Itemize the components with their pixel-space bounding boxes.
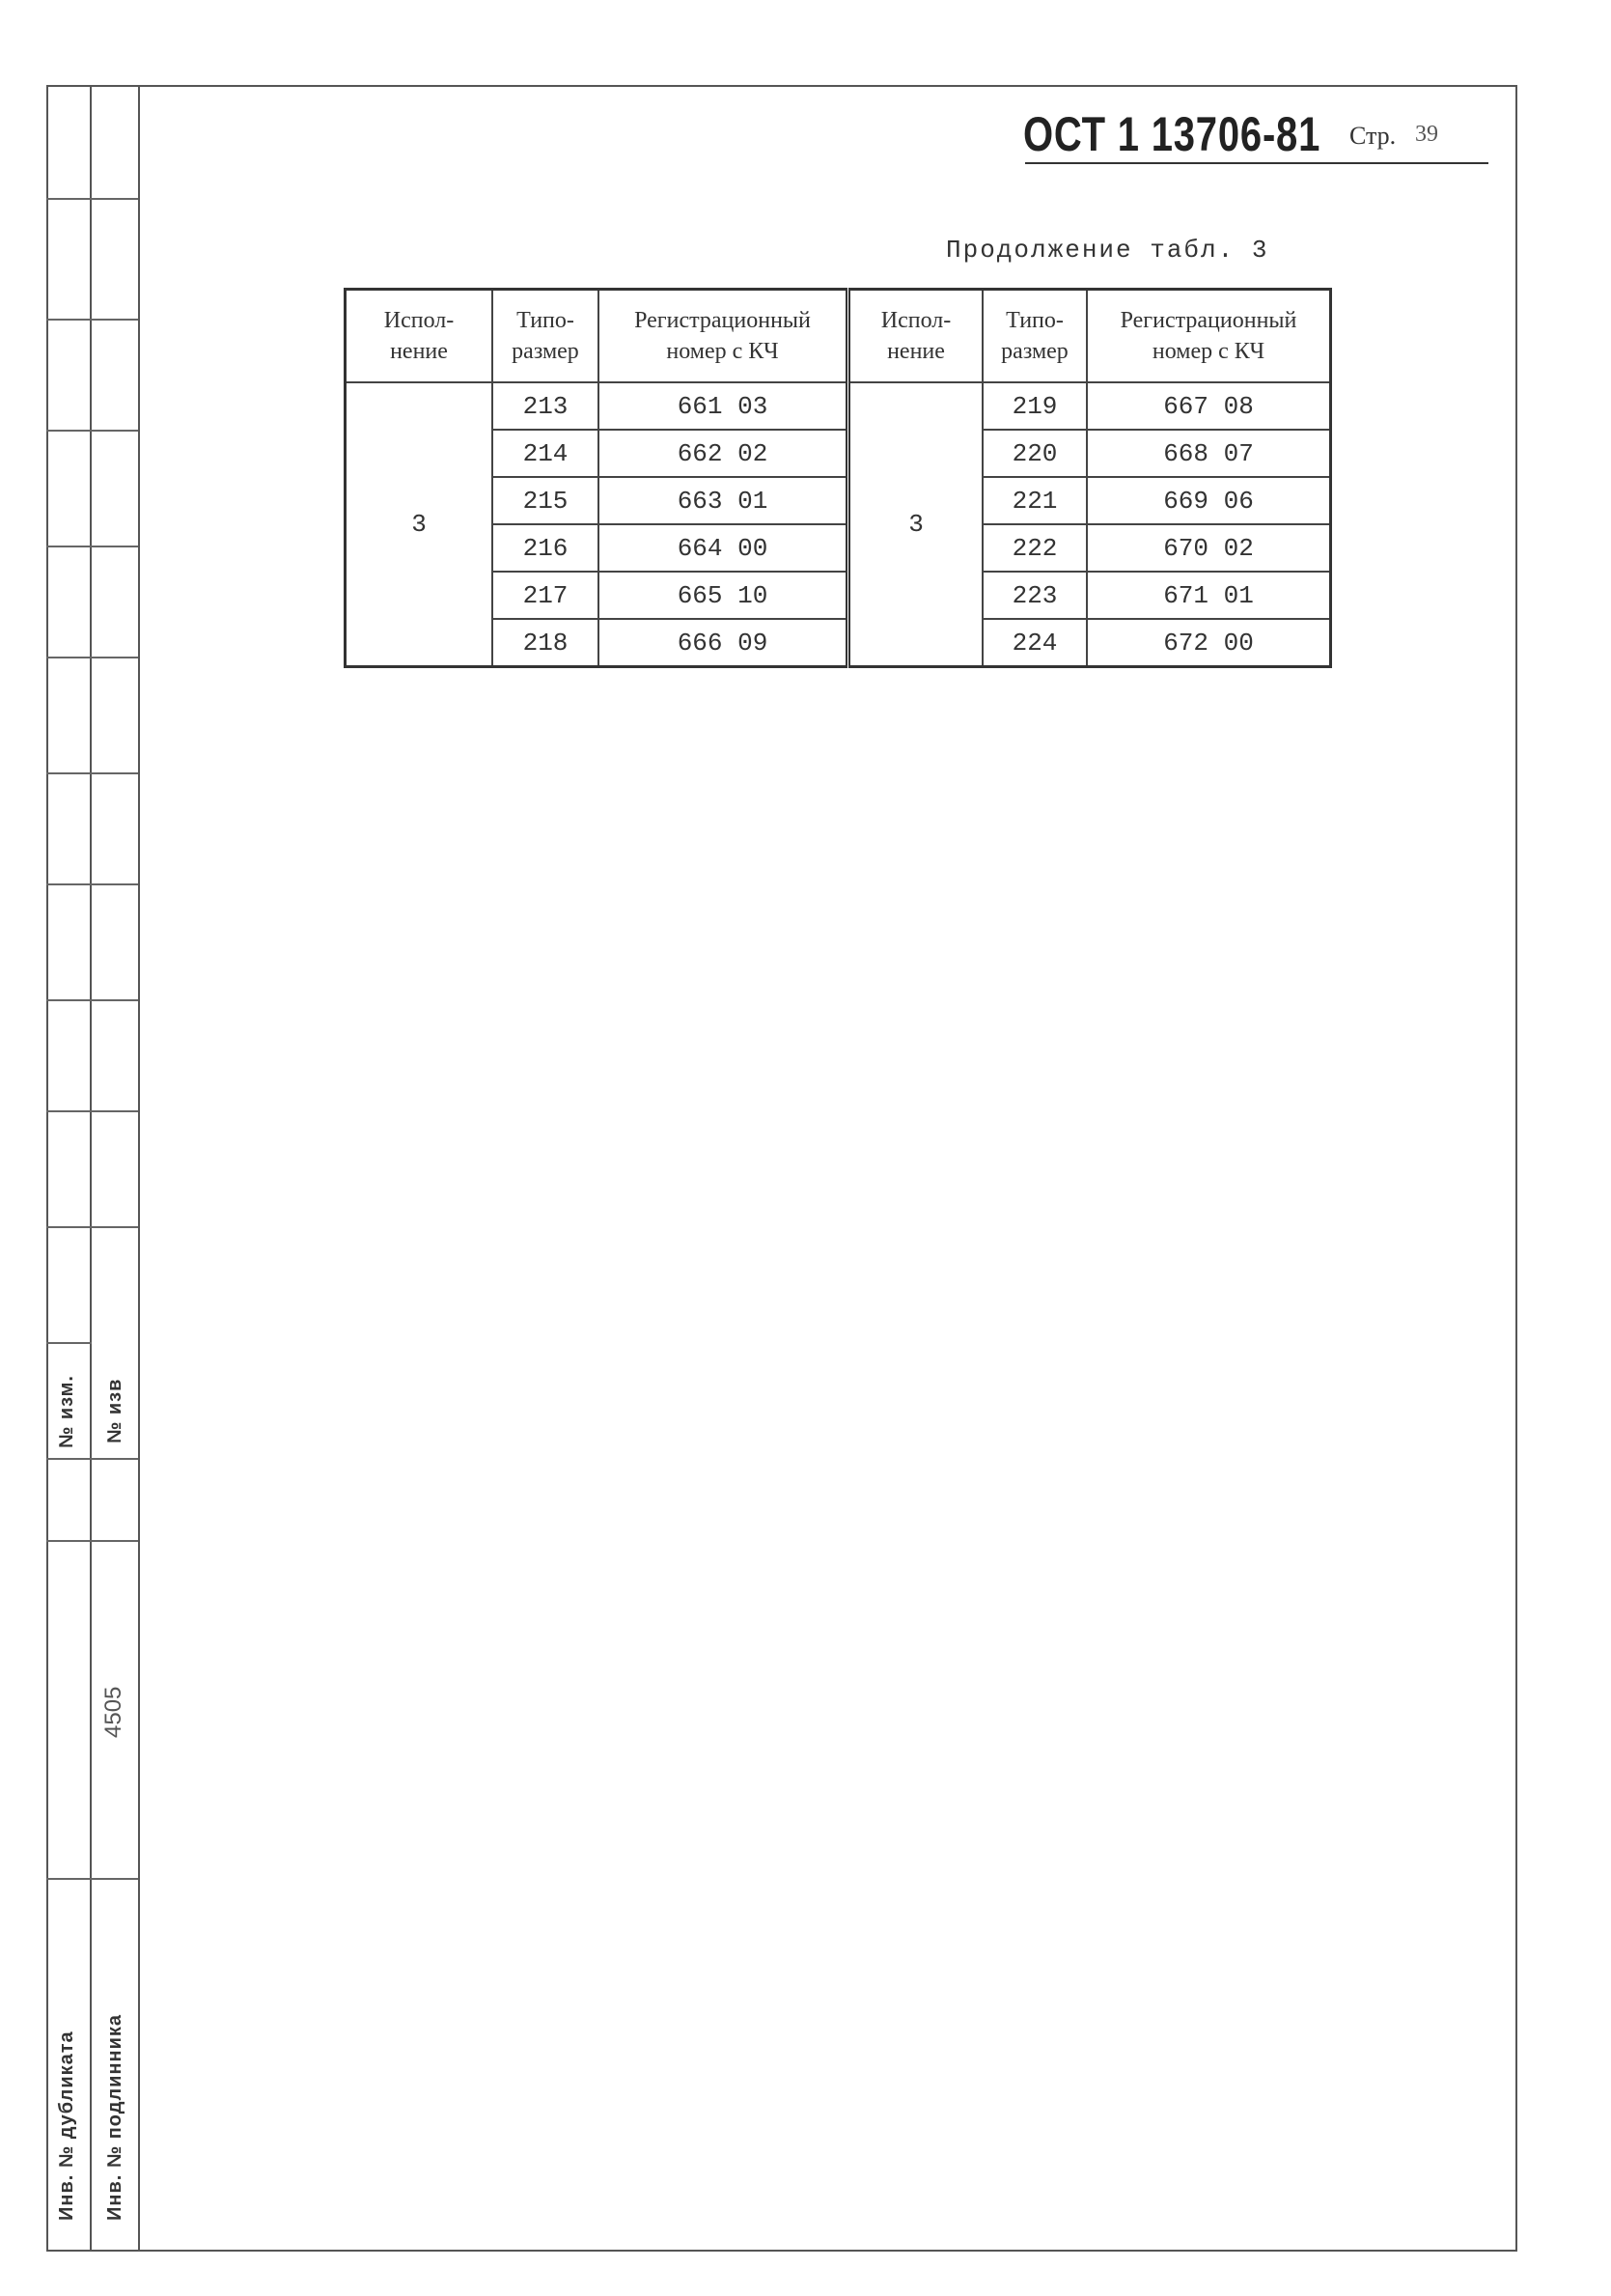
document-code: ОСТ 1 13706-81 [1023,107,1321,161]
frame-left-border [46,85,48,2252]
reg-number-cell: 666 09 [598,619,848,667]
registration-table [344,288,1332,668]
reg-number-cell: 668 07 [1087,430,1331,477]
side-stamp-divider [90,85,92,2252]
tiporazmer-cell: 216 [492,524,598,572]
reg-number-cell: 664 00 [598,524,848,572]
reg-number-cell: 662 02 [598,430,848,477]
side-stamp-rule [46,1458,138,1460]
side-stamp-rule [46,546,138,547]
side-stamp-rule [46,430,138,432]
side-stamp-rule [46,657,138,658]
right-ispolnenie-cell: 3 [848,382,984,667]
reg-number-cell: 665 10 [598,572,848,619]
left-ispolnenie-cell: 3 [346,382,493,667]
side-stamp-rule [46,772,138,774]
header-tiporazmer: Типо- размер [983,290,1087,383]
header-underline [1025,162,1488,164]
side-stamp-rule [46,319,138,321]
reg-number-cell: 663 01 [598,477,848,524]
table-row [346,430,1331,477]
reg-number-cell: 669 06 [1087,477,1331,524]
page-number: 39 [1415,122,1438,147]
side-stamp-rule [46,1878,138,1880]
side-stamp-edge [138,85,140,2252]
izm-label: № изм. [56,1375,77,1448]
side-stamp-rule [46,1342,92,1344]
frame-right-border [1515,85,1517,2252]
header-ispolnenie: Испол- нение [848,290,984,383]
tiporazmer-cell: 218 [492,619,598,667]
frame-top-border [46,85,1517,87]
side-stamp-rule [46,883,138,885]
frame-bottom-border [46,2250,1517,2252]
tiporazmer-cell: 221 [983,477,1087,524]
tiporazmer-cell: 223 [983,572,1087,619]
table-row [346,572,1331,619]
table-row [346,382,1331,430]
header-ispolnenie: Испол- нение [346,290,493,383]
podlinnik-label: Инв. № подлинника [104,2013,125,2221]
reg-number-cell: 667 08 [1087,382,1331,430]
tiporazmer-cell: 215 [492,477,598,524]
table-header-row [346,290,1331,383]
reg-number-cell: 670 02 [1087,524,1331,572]
side-stamp-rule [46,198,138,200]
reg-number-cell: 661 03 [598,382,848,430]
side-stamp-rule [46,1226,138,1228]
header-tiporazmer: Типо- размер [492,290,598,383]
dublikat-label: Инв. № дубликата [56,2030,77,2221]
page-label: Стр. [1349,122,1397,150]
side-stamp-rule [46,999,138,1001]
table-caption: Продолжение табл. 3 [946,236,1269,265]
tiporazmer-cell: 213 [492,382,598,430]
side-stamp-rule [46,1110,138,1112]
izv-label: № изв [104,1378,125,1443]
tiporazmer-cell: 222 [983,524,1087,572]
reg-number-cell: 672 00 [1087,619,1331,667]
header-reg-number: Регистрационный номер с КЧ [598,290,848,383]
tiporazmer-cell: 220 [983,430,1087,477]
reg-number-cell: 671 01 [1087,572,1331,619]
tiporazmer-cell: 214 [492,430,598,477]
tiporazmer-cell: 217 [492,572,598,619]
table-row [346,524,1331,572]
podlinnik-value: 4505 [100,1686,126,1738]
header-reg-number: Регистрационный номер с КЧ [1087,290,1331,383]
side-stamp-rule [46,1540,138,1542]
table-row [346,619,1331,667]
tiporazmer-cell: 219 [983,382,1087,430]
tiporazmer-cell: 224 [983,619,1087,667]
table-row [346,477,1331,524]
